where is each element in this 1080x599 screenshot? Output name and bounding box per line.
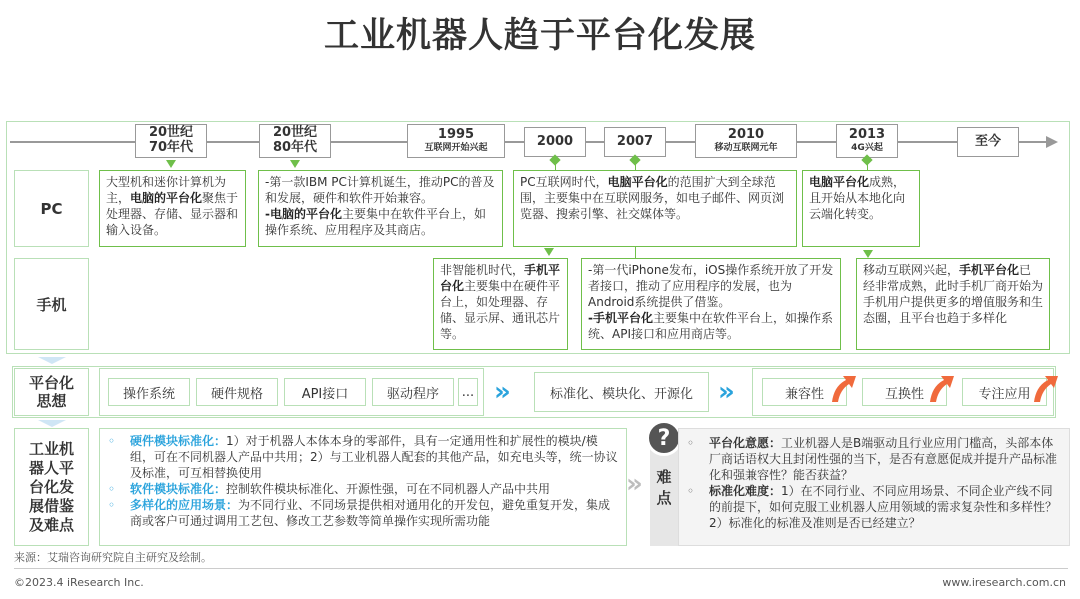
box-highlight: -电脑的平台化 bbox=[265, 207, 342, 221]
era-sublabel: 互联网开始兴起 bbox=[424, 143, 488, 154]
box-highlight: 电脑的平台化 bbox=[130, 191, 203, 205]
down-arrow-icon bbox=[166, 160, 176, 168]
era-label: 至今 bbox=[974, 133, 1001, 149]
box-highlight: 手机平台化 bbox=[440, 263, 561, 293]
era-1970s bbox=[135, 124, 207, 158]
mobile-box-2013 bbox=[856, 258, 1050, 350]
era-label: 2010 bbox=[727, 127, 765, 143]
item-heading: 多样化的应用场景： bbox=[130, 498, 239, 512]
era-label: 20世纪 bbox=[148, 125, 194, 141]
difficulty-block bbox=[678, 428, 1070, 546]
box-highlight: 电脑平台化 bbox=[607, 175, 668, 189]
item-api: API接口 bbox=[284, 378, 366, 406]
pc-box-1980s bbox=[258, 170, 503, 247]
connector-line bbox=[867, 162, 868, 170]
era-label: 2000 bbox=[536, 133, 574, 149]
row-label-line: 思想 bbox=[36, 392, 67, 410]
era-sublabel: 4G兴起 bbox=[851, 143, 883, 154]
item-text: 控制软件模块标准化、开源性强，可在不同机器人产品中共用 bbox=[226, 482, 551, 496]
bullet-icon: ◦ bbox=[108, 498, 116, 512]
down-arrow-icon bbox=[290, 160, 300, 168]
box-highlight: 电脑平台化 bbox=[809, 175, 870, 189]
era-2013 bbox=[836, 124, 898, 158]
era-label: 1995 bbox=[437, 127, 475, 143]
mobile-box-2000 bbox=[433, 258, 568, 350]
reference-item bbox=[108, 433, 618, 481]
item-operating-system: 操作系统 bbox=[108, 378, 190, 406]
chevron-right-icon: » bbox=[494, 377, 511, 407]
bullet-icon: ◦ bbox=[687, 436, 695, 450]
website-link[interactable]: www.iresearch.com.cn bbox=[942, 576, 1066, 589]
pc-box-2000 bbox=[513, 170, 797, 247]
box-text: 的范围扩大到全球范围，主要集中在互联网服务，如电子邮件、网页浏览器、搜索引擎、社交媒体等。 bbox=[520, 175, 785, 221]
bullet-icon: ◦ bbox=[108, 482, 116, 496]
era-1995 bbox=[407, 124, 505, 158]
row-label-challenges bbox=[14, 428, 89, 546]
page-title: 工业机器人趋于平台化发展 bbox=[323, 16, 756, 56]
reference-item bbox=[108, 481, 618, 497]
row-label-line: 平台化 bbox=[28, 374, 74, 392]
difficulty-char: 难 bbox=[656, 468, 672, 486]
box-text: 主要集中在软件平台上，如操作系统、API接口和应用商店等。 bbox=[588, 311, 833, 341]
era-sublabel: 移动互联网元年 bbox=[714, 143, 778, 154]
item-text: 为不同行业、不同场景提供相对通用化的开发包，避免重复开发，集成商或客户可通过调用工艺包、修改工艺参数等简单操作实现所需功能 bbox=[130, 498, 611, 528]
result-focus-application: 专注应用 bbox=[962, 378, 1047, 406]
copyright: ©2023.4 iResearch Inc. bbox=[14, 576, 144, 589]
result-interchangeability: 互换性 bbox=[862, 378, 947, 406]
box-highlight: -手机平台化 bbox=[588, 311, 653, 325]
difficulty-item bbox=[687, 435, 1061, 483]
bullet-icon: ◦ bbox=[687, 484, 695, 498]
box-text: 主要集中在硬件平台上，如处理器、存储、显示屏、通讯芯片等。 bbox=[440, 279, 561, 341]
reference-block bbox=[99, 428, 627, 546]
connector-line bbox=[555, 162, 556, 170]
reference-item bbox=[108, 497, 618, 529]
question-icon: ? bbox=[646, 420, 682, 456]
chevron-right-icon: » bbox=[626, 469, 643, 499]
era-label: 2007 bbox=[616, 133, 654, 149]
down-arrow-icon bbox=[38, 357, 66, 364]
item-hardware-spec: 硬件规格 bbox=[196, 378, 278, 406]
row-label-pc: PC bbox=[14, 170, 89, 247]
item-heading: 平台化意愿： bbox=[709, 436, 782, 450]
era-label: 20世纪 bbox=[272, 125, 318, 141]
down-arrow-icon bbox=[544, 248, 554, 256]
row-label-mobile: 手机 bbox=[14, 258, 89, 350]
item-heading: 软件模块标准化： bbox=[130, 482, 227, 496]
item-text: 1）在不同行业、不同应用场景、不同企业产线不同的前提下，如何克服工业机器人应用领域的需求复杂性和多样性？2）标准化的标准及准则是否已经建立？ bbox=[709, 484, 1058, 530]
box-text: -第一款IBM PC计算机诞生，推动PC的普及和发展，硬件和软件开始兼容。 bbox=[265, 175, 495, 205]
footer-divider bbox=[14, 568, 1068, 569]
box-highlight: 手机平台化 bbox=[959, 263, 1020, 277]
up-arrow-icon bbox=[1030, 372, 1062, 404]
era-2000 bbox=[524, 127, 586, 157]
up-arrow-icon bbox=[926, 372, 958, 404]
row-label-line: 器人平 bbox=[28, 458, 74, 477]
row-label-line: 台化发 bbox=[28, 477, 74, 496]
mobile-box-2007 bbox=[581, 258, 841, 350]
era-label2: 80年代 bbox=[272, 140, 318, 155]
era-2010 bbox=[695, 124, 797, 158]
result-compatibility: 兼容性 bbox=[762, 378, 847, 406]
down-arrow-icon bbox=[863, 250, 873, 258]
box-text: 移动互联网兴起， bbox=[863, 263, 960, 277]
row-label-line: 展借鉴 bbox=[28, 496, 74, 515]
row-label-thinking bbox=[14, 368, 89, 416]
era-label2: 70年代 bbox=[148, 140, 194, 155]
era-label: 2013 bbox=[848, 127, 886, 143]
source-note: 来源：艾瑞咨询研究院自主研究及绘制。 bbox=[14, 551, 212, 564]
bullet-icon: ◦ bbox=[108, 434, 116, 448]
pc-box-2013 bbox=[802, 170, 920, 247]
box-text: 聚焦于处理器、存储、显示器和输入设备。 bbox=[106, 191, 239, 237]
box-text: -第一代iPhone发布，iOS操作系统开放了开发者接口，推动了应用程序的发展，也为Android系统提供了借鉴。 bbox=[588, 263, 834, 309]
box-text: 已经非常成熟，此时手机厂商开始为手机用户提供更多的增值服务和生态圈，且平台也趋于多样化 bbox=[863, 263, 1044, 325]
era-1980s bbox=[259, 124, 331, 158]
box-text: 主要集中在软件平台上，如操作系统、应用程序及其商店。 bbox=[265, 207, 486, 237]
box-text: 成熟，且开始从本地化向云端化转变。 bbox=[809, 175, 906, 221]
standardization-box: 标准化、模块化、开源化 bbox=[534, 372, 709, 412]
row-label-line: 及难点 bbox=[28, 515, 74, 534]
down-arrow-icon bbox=[38, 420, 66, 427]
item-more: ... bbox=[458, 378, 478, 406]
row-label-line: 工业机 bbox=[28, 439, 74, 458]
difficulty-item bbox=[687, 483, 1061, 531]
box-text: PC互联网时代， bbox=[520, 175, 608, 189]
timeline-arrow-icon bbox=[1046, 136, 1058, 148]
item-text: 1）对于机器人本体本身的零部件，具有一定通用性和扩展性的模块/模组，可在不同机器人产品中共用；2）与工业机器人配套的其他产品，如充电头等，统一协议及标准，可互相替换使用 bbox=[130, 434, 618, 480]
era-2007 bbox=[604, 127, 666, 157]
up-arrow-icon bbox=[828, 372, 860, 404]
difficulty-char: 点 bbox=[656, 489, 672, 507]
item-heading: 标准化难度： bbox=[709, 484, 782, 498]
item-heading: 硬件模块标准化： bbox=[130, 434, 227, 448]
pc-box-1970s bbox=[99, 170, 246, 247]
box-text: 大型机和迷你计算机为主， bbox=[106, 175, 227, 205]
box-text: 非智能机时代， bbox=[440, 263, 525, 277]
item-text: 工业机器人是B端驱动且行业应用门槛高，头部本体厂商话语权大且封闭性强的当下，是否有意愿促成并提升产品标准化和强兼容性？能否获益？ bbox=[709, 436, 1058, 482]
item-driver: 驱动程序 bbox=[372, 378, 454, 406]
chevron-right-icon: » bbox=[718, 377, 735, 407]
era-present bbox=[957, 127, 1019, 157]
